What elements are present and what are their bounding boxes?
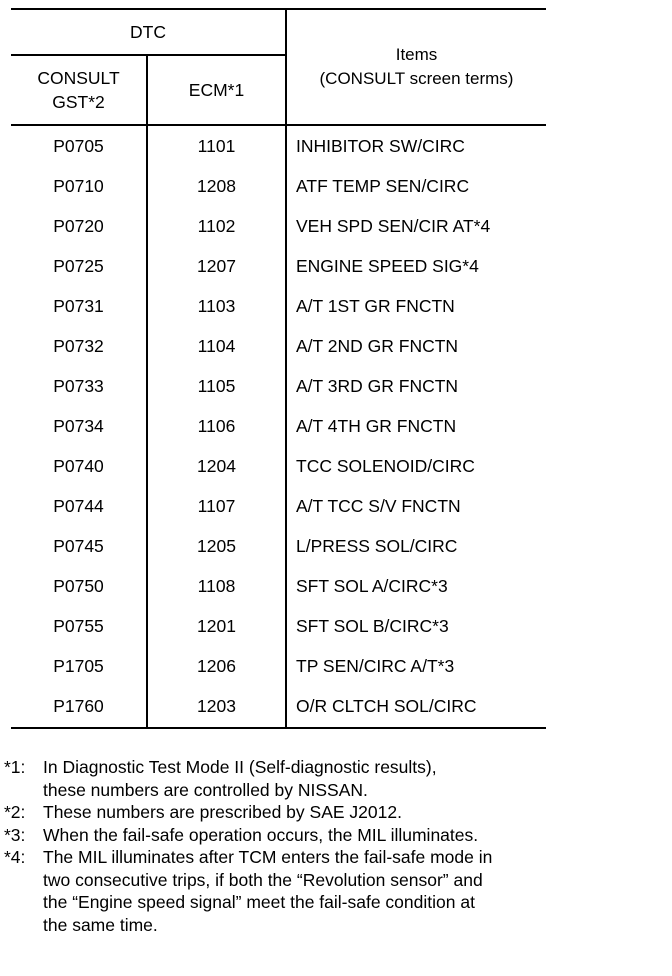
footnote-text (43, 824, 668, 847)
table-row (11, 686, 546, 728)
dtc-code-cell: P0710 (11, 166, 147, 206)
item-cell: L/PRESS SOL/CIRC (296, 535, 458, 556)
table-row (11, 606, 546, 646)
dtc-code-cell: P0733 (11, 366, 147, 406)
dtc-code-cell: P0740 (11, 446, 147, 486)
item-cell: TCC SOLENOID/CIRC (296, 455, 475, 476)
footnotes (4, 756, 668, 936)
dtc-code-cell: P0720 (11, 206, 147, 246)
item-cell: A/T 2ND GR FNCTN (296, 335, 459, 356)
table-row (11, 566, 546, 606)
footnote-line: In Diagnostic Test Mode II (Self-diagnostic results), (43, 757, 437, 777)
ecm-code-cell: 1104 (147, 326, 286, 366)
table-row (11, 366, 546, 406)
header-items-line2: (CONSULT screen terms) (319, 69, 514, 88)
table-row (11, 446, 546, 486)
footnote-4 (4, 846, 668, 936)
item-cell: SFT SOL A/CIRC*3 (296, 575, 448, 596)
table-row (11, 206, 546, 246)
ecm-code-cell: 1102 (147, 206, 286, 246)
header-dtc: DTC (11, 9, 286, 55)
footnote-line: the same time. (43, 914, 158, 935)
ecm-code-cell: 1106 (147, 406, 286, 446)
footnote-mark: *2: (4, 802, 26, 822)
ecm-code-cell: 1101 (147, 125, 286, 166)
header-items (286, 9, 546, 125)
footnote-mark: *4: (4, 847, 26, 867)
table-row (11, 125, 546, 166)
footnote-line: These numbers are prescribed by SAE J2012. (43, 802, 402, 822)
header-consult-gst (11, 55, 147, 125)
dtc-table (11, 8, 546, 729)
footnote-line: two consecutive trips, if both the “Revolution sensor” and (43, 869, 483, 890)
header-consult-line2: GST*2 (52, 92, 105, 112)
table-row (11, 526, 546, 566)
footnote-line: The MIL illuminates after TCM enters the fail-safe mode in (43, 847, 493, 867)
table-row (11, 646, 546, 686)
footnote-line: these numbers are controlled by NISSAN. (43, 779, 368, 800)
ecm-code-cell: 1203 (147, 686, 286, 728)
ecm-code-cell: 1201 (147, 606, 286, 646)
ecm-code-cell: 1207 (147, 246, 286, 286)
footnote-2 (4, 801, 668, 824)
ecm-code-cell: 1105 (147, 366, 286, 406)
footnote-3 (4, 824, 668, 847)
table-row (11, 326, 546, 366)
footnote-line: the “Engine speed signal” meet the fail-safe condition at (43, 892, 475, 912)
item-cell: O/R CLTCH SOL/CIRC (286, 686, 546, 728)
table-row (11, 486, 546, 526)
ecm-code-cell: 1205 (147, 526, 286, 566)
dtc-code-cell: P0744 (11, 486, 147, 526)
ecm-code-cell: 1206 (147, 646, 286, 686)
table-row (11, 166, 546, 206)
item-cell: A/T 1ST GR FNCTN (296, 295, 455, 316)
table-row (11, 246, 546, 286)
dtc-code-cell: P1760 (11, 686, 147, 728)
item-cell: A/T 4TH GR FNCTN (296, 415, 457, 436)
dtc-code-cell: P0750 (11, 566, 147, 606)
footnote-text (43, 801, 668, 824)
header-consult-line1: CONSULT (37, 68, 120, 88)
footnote-mark: *3: (4, 824, 26, 845)
item-cell: VEH SPD SEN/CIR AT*4 (296, 215, 491, 236)
item-cell: ENGINE SPEED SIG*4 (296, 255, 479, 276)
item-cell: A/T 3RD GR FNCTN (296, 375, 459, 396)
dtc-code-cell: P0755 (11, 606, 147, 646)
dtc-code-cell: P1705 (11, 646, 147, 686)
ecm-code-cell: 1103 (147, 286, 286, 326)
footnote-line: When the fail-safe operation occurs, the MIL illuminates. (43, 824, 479, 845)
item-cell: A/T TCC S/V FNCTN (296, 495, 461, 516)
dtc-code-cell: P0745 (11, 526, 147, 566)
item-cell: SFT SOL B/CIRC*3 (296, 615, 449, 636)
dtc-code-cell: P0732 (11, 326, 147, 366)
item-cell: ATF TEMP SEN/CIRC (296, 175, 470, 196)
ecm-code-cell: 1208 (147, 166, 286, 206)
header-items-line1: Items (395, 45, 438, 64)
ecm-code-cell: 1204 (147, 446, 286, 486)
dtc-code-cell: P0734 (11, 406, 147, 446)
table-body (11, 125, 546, 728)
footnote-text (43, 756, 668, 801)
item-cell: TP SEN/CIRC A/T*3 (296, 655, 455, 676)
footnote-mark: *1: (4, 757, 26, 777)
header-ecm: ECM*1 (147, 55, 286, 125)
table-row (11, 406, 546, 446)
dtc-code-cell: P0725 (11, 246, 147, 286)
table-row (11, 286, 546, 326)
ecm-code-cell: 1107 (147, 486, 286, 526)
footnote-1 (4, 756, 668, 801)
header-row-top (11, 9, 546, 55)
footnote-text (43, 846, 668, 936)
dtc-code-cell: P0705 (11, 125, 147, 166)
ecm-code-cell: 1108 (147, 566, 286, 606)
item-cell: INHIBITOR SW/CIRC (296, 135, 465, 156)
dtc-code-cell: P0731 (11, 286, 147, 326)
